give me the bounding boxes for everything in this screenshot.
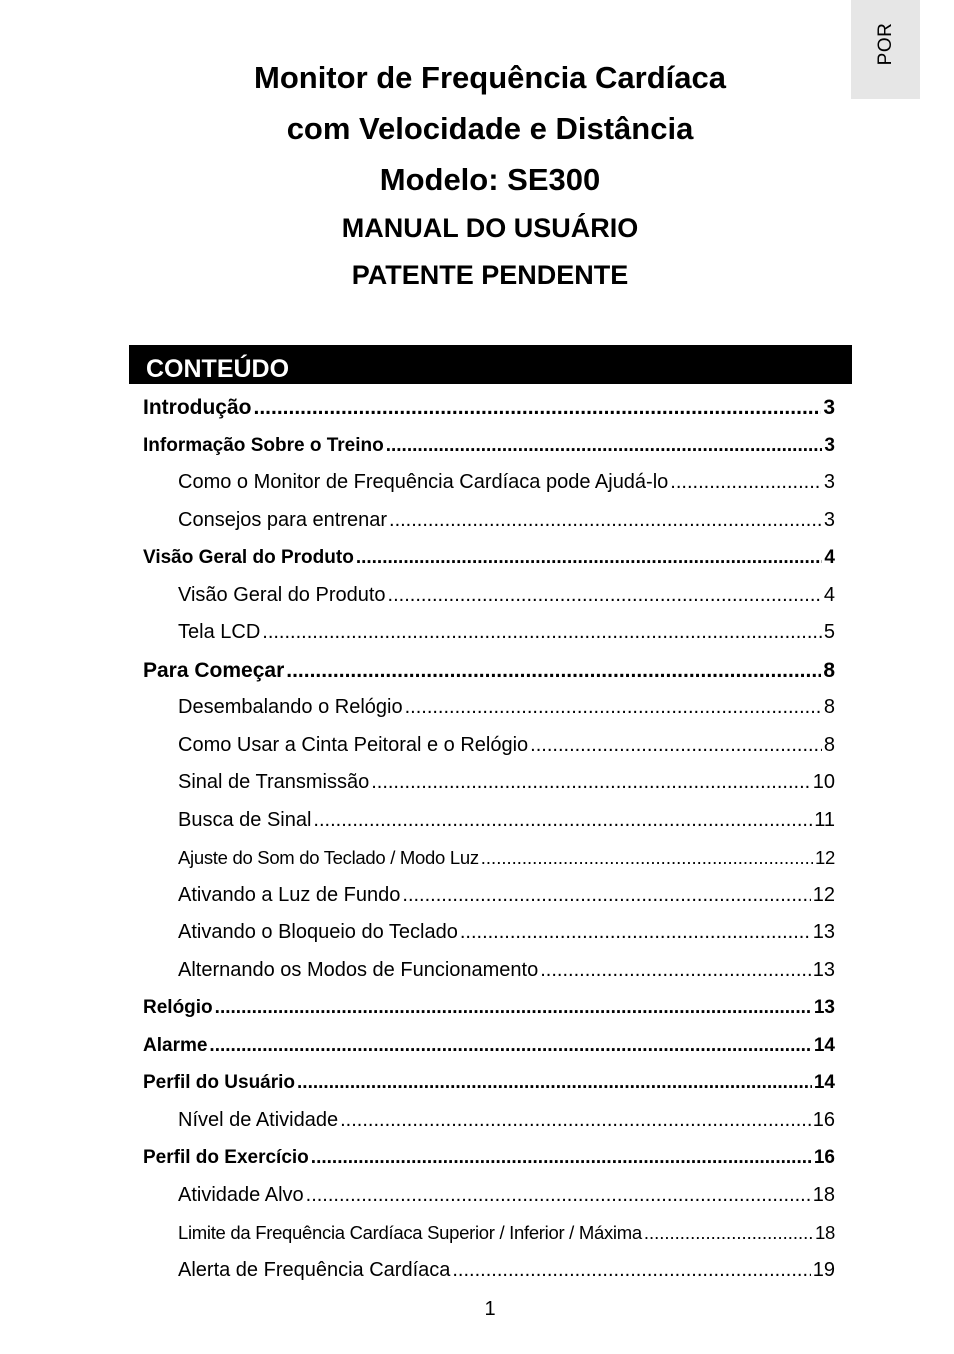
toc-entry-label: Como Usar a Cinta Peitoral e o Relógio (178, 733, 529, 756)
toc-entry (143, 389, 835, 427)
toc-entry-label: Visão Geral do Produto (178, 583, 386, 606)
toc-entry-page: 13 (812, 958, 835, 981)
toc-dot-leader (340, 1102, 811, 1140)
toc-entry-label: Perfil do Usuário (143, 1072, 296, 1093)
toc-entry (143, 577, 835, 615)
toc-dot-leader (215, 989, 812, 1027)
toc-entry (143, 877, 835, 915)
toc-entry-page: 3 (823, 508, 835, 531)
toc-entry-page: 16 (813, 1147, 835, 1168)
toc-entry-page: 3 (823, 396, 835, 419)
toc-entry-page: 12 (815, 847, 835, 868)
toc-entry (143, 989, 835, 1027)
toc-entry-page: 13 (813, 997, 835, 1018)
toc-dot-leader (460, 914, 811, 952)
toc-entry (143, 914, 835, 952)
toc-entry-page: 13 (812, 921, 835, 943)
toc-dot-leader (388, 577, 822, 615)
toc-entry-page: 8 (823, 658, 835, 682)
toc-dot-leader (313, 802, 812, 840)
toc-entry-label: Ativando a Luz de Fundo (178, 883, 401, 906)
toc-entry-page: 14 (813, 1034, 835, 1056)
toc-heading: CONTEÚDO (146, 355, 290, 383)
toc-entry-label: Busca de Sinal (178, 808, 312, 831)
toc-entry-label: Consejos para entrenar (178, 508, 388, 531)
toc-dot-leader (262, 614, 822, 652)
toc-entry-page: 11 (814, 808, 835, 831)
toc-dot-leader (540, 952, 811, 990)
toc-entry-label: Ajuste do Som do Teclado / Modo Luz (178, 847, 479, 868)
toc-entry-page: 14 (813, 1072, 835, 1093)
toc-dot-leader (297, 1064, 812, 1102)
toc-dot-leader (481, 839, 813, 877)
toc-dot-leader (371, 764, 811, 802)
toc-heading-bar (129, 345, 852, 384)
toc-entry (143, 539, 835, 577)
toc-entry (143, 1252, 835, 1290)
toc-entry-page: 16 (812, 1108, 835, 1131)
toc-entry (143, 952, 835, 990)
toc-entry-label: Alarme (143, 1034, 208, 1056)
toc-dot-leader (644, 1214, 813, 1252)
toc-entry-page: 8 (823, 733, 835, 756)
toc-entry (143, 802, 835, 840)
document-title (130, 52, 850, 299)
toc-entry-page: 18 (815, 1222, 835, 1243)
toc-entry-label: Desembalando o Relógio (178, 696, 403, 718)
toc-entry-page: 5 (823, 621, 835, 643)
toc-entry (143, 427, 835, 465)
language-tab-label: POR (874, 22, 896, 66)
title-line-2: com Velocidade e Distância (286, 111, 694, 146)
toc-entry-label: Tela LCD (178, 621, 261, 643)
toc-entry-label: Visão Geral do Produto (143, 547, 354, 568)
toc-entry (143, 1027, 835, 1065)
toc-entry-label: Como o Monitor de Frequência Cardíaca pode Ajudá-lo (178, 471, 669, 493)
toc-entry-label: Atividade Alvo (178, 1183, 304, 1206)
toc-entry-page: 18 (812, 1183, 835, 1206)
page-number: 1 (484, 1298, 496, 1320)
title-manual: MANUAL DO USUÁRIO (341, 213, 639, 243)
title-line-1: Monitor de Frequência Cardíaca (254, 60, 726, 95)
toc-entry-label: Limite da Frequência Cardíaca Superior / Inferior / Máxima (178, 1222, 642, 1243)
toc-entry (143, 652, 835, 690)
toc-dot-leader (670, 464, 822, 502)
toc-entry (143, 1177, 835, 1215)
toc-dot-leader (254, 389, 822, 427)
toc-entry-page: 3 (823, 471, 835, 493)
toc-dot-leader (389, 502, 822, 540)
toc-entry-label: Perfil do Exercício (143, 1147, 309, 1168)
toc-entry-label: Nível de Atividade (178, 1108, 339, 1131)
toc-entry-page: 12 (812, 883, 835, 906)
toc-entry (143, 689, 835, 727)
toc-entry (143, 1214, 835, 1252)
toc-entry-label: Ativando o Bloqueio do Teclado (178, 921, 458, 943)
toc-entry-label: Para Começar (143, 658, 285, 682)
toc-entry (143, 839, 835, 877)
toc-entry-label: Alternando os Modos de Funcionamento (178, 958, 539, 981)
toc-dot-leader (306, 1177, 811, 1215)
toc-entry-page: 19 (812, 1258, 835, 1281)
title-patent: PATENTE PENDENTE (351, 260, 629, 290)
toc-entry-label: Introdução (143, 396, 252, 419)
toc-dot-leader (530, 727, 822, 765)
toc-dot-leader (405, 689, 822, 727)
toc-dot-leader (356, 539, 823, 577)
toc-dot-leader (402, 877, 810, 915)
toc-entry (143, 1064, 835, 1102)
toc-entry-page: 4 (823, 583, 835, 606)
toc-entry-page: 4 (824, 547, 835, 568)
toc-entry (143, 502, 835, 540)
toc-entry-label: Informação Sobre o Treino (143, 434, 384, 456)
toc-dot-leader (286, 652, 821, 690)
toc-dot-leader (209, 1027, 811, 1065)
toc-entry (143, 1102, 835, 1140)
toc-dot-leader (452, 1252, 810, 1290)
toc-dot-leader (386, 427, 823, 465)
toc-entry-label: Relógio (143, 997, 213, 1018)
toc-entry (143, 464, 835, 502)
toc-entry-label: Sinal de Transmissão (178, 771, 370, 793)
table-of-contents (143, 389, 835, 1289)
toc-dot-leader (311, 1139, 812, 1177)
toc-entry (143, 727, 835, 765)
toc-entry-page: 8 (823, 696, 835, 718)
language-tab (851, 0, 920, 99)
toc-entry (143, 1139, 835, 1177)
toc-entry (143, 764, 835, 802)
toc-entry-label: Alerta de Frequência Cardíaca (178, 1258, 451, 1281)
toc-entry-page: 3 (824, 434, 835, 456)
title-model: Modelo: SE300 (379, 162, 601, 197)
toc-entry (143, 614, 835, 652)
toc-entry-page: 10 (812, 771, 835, 793)
